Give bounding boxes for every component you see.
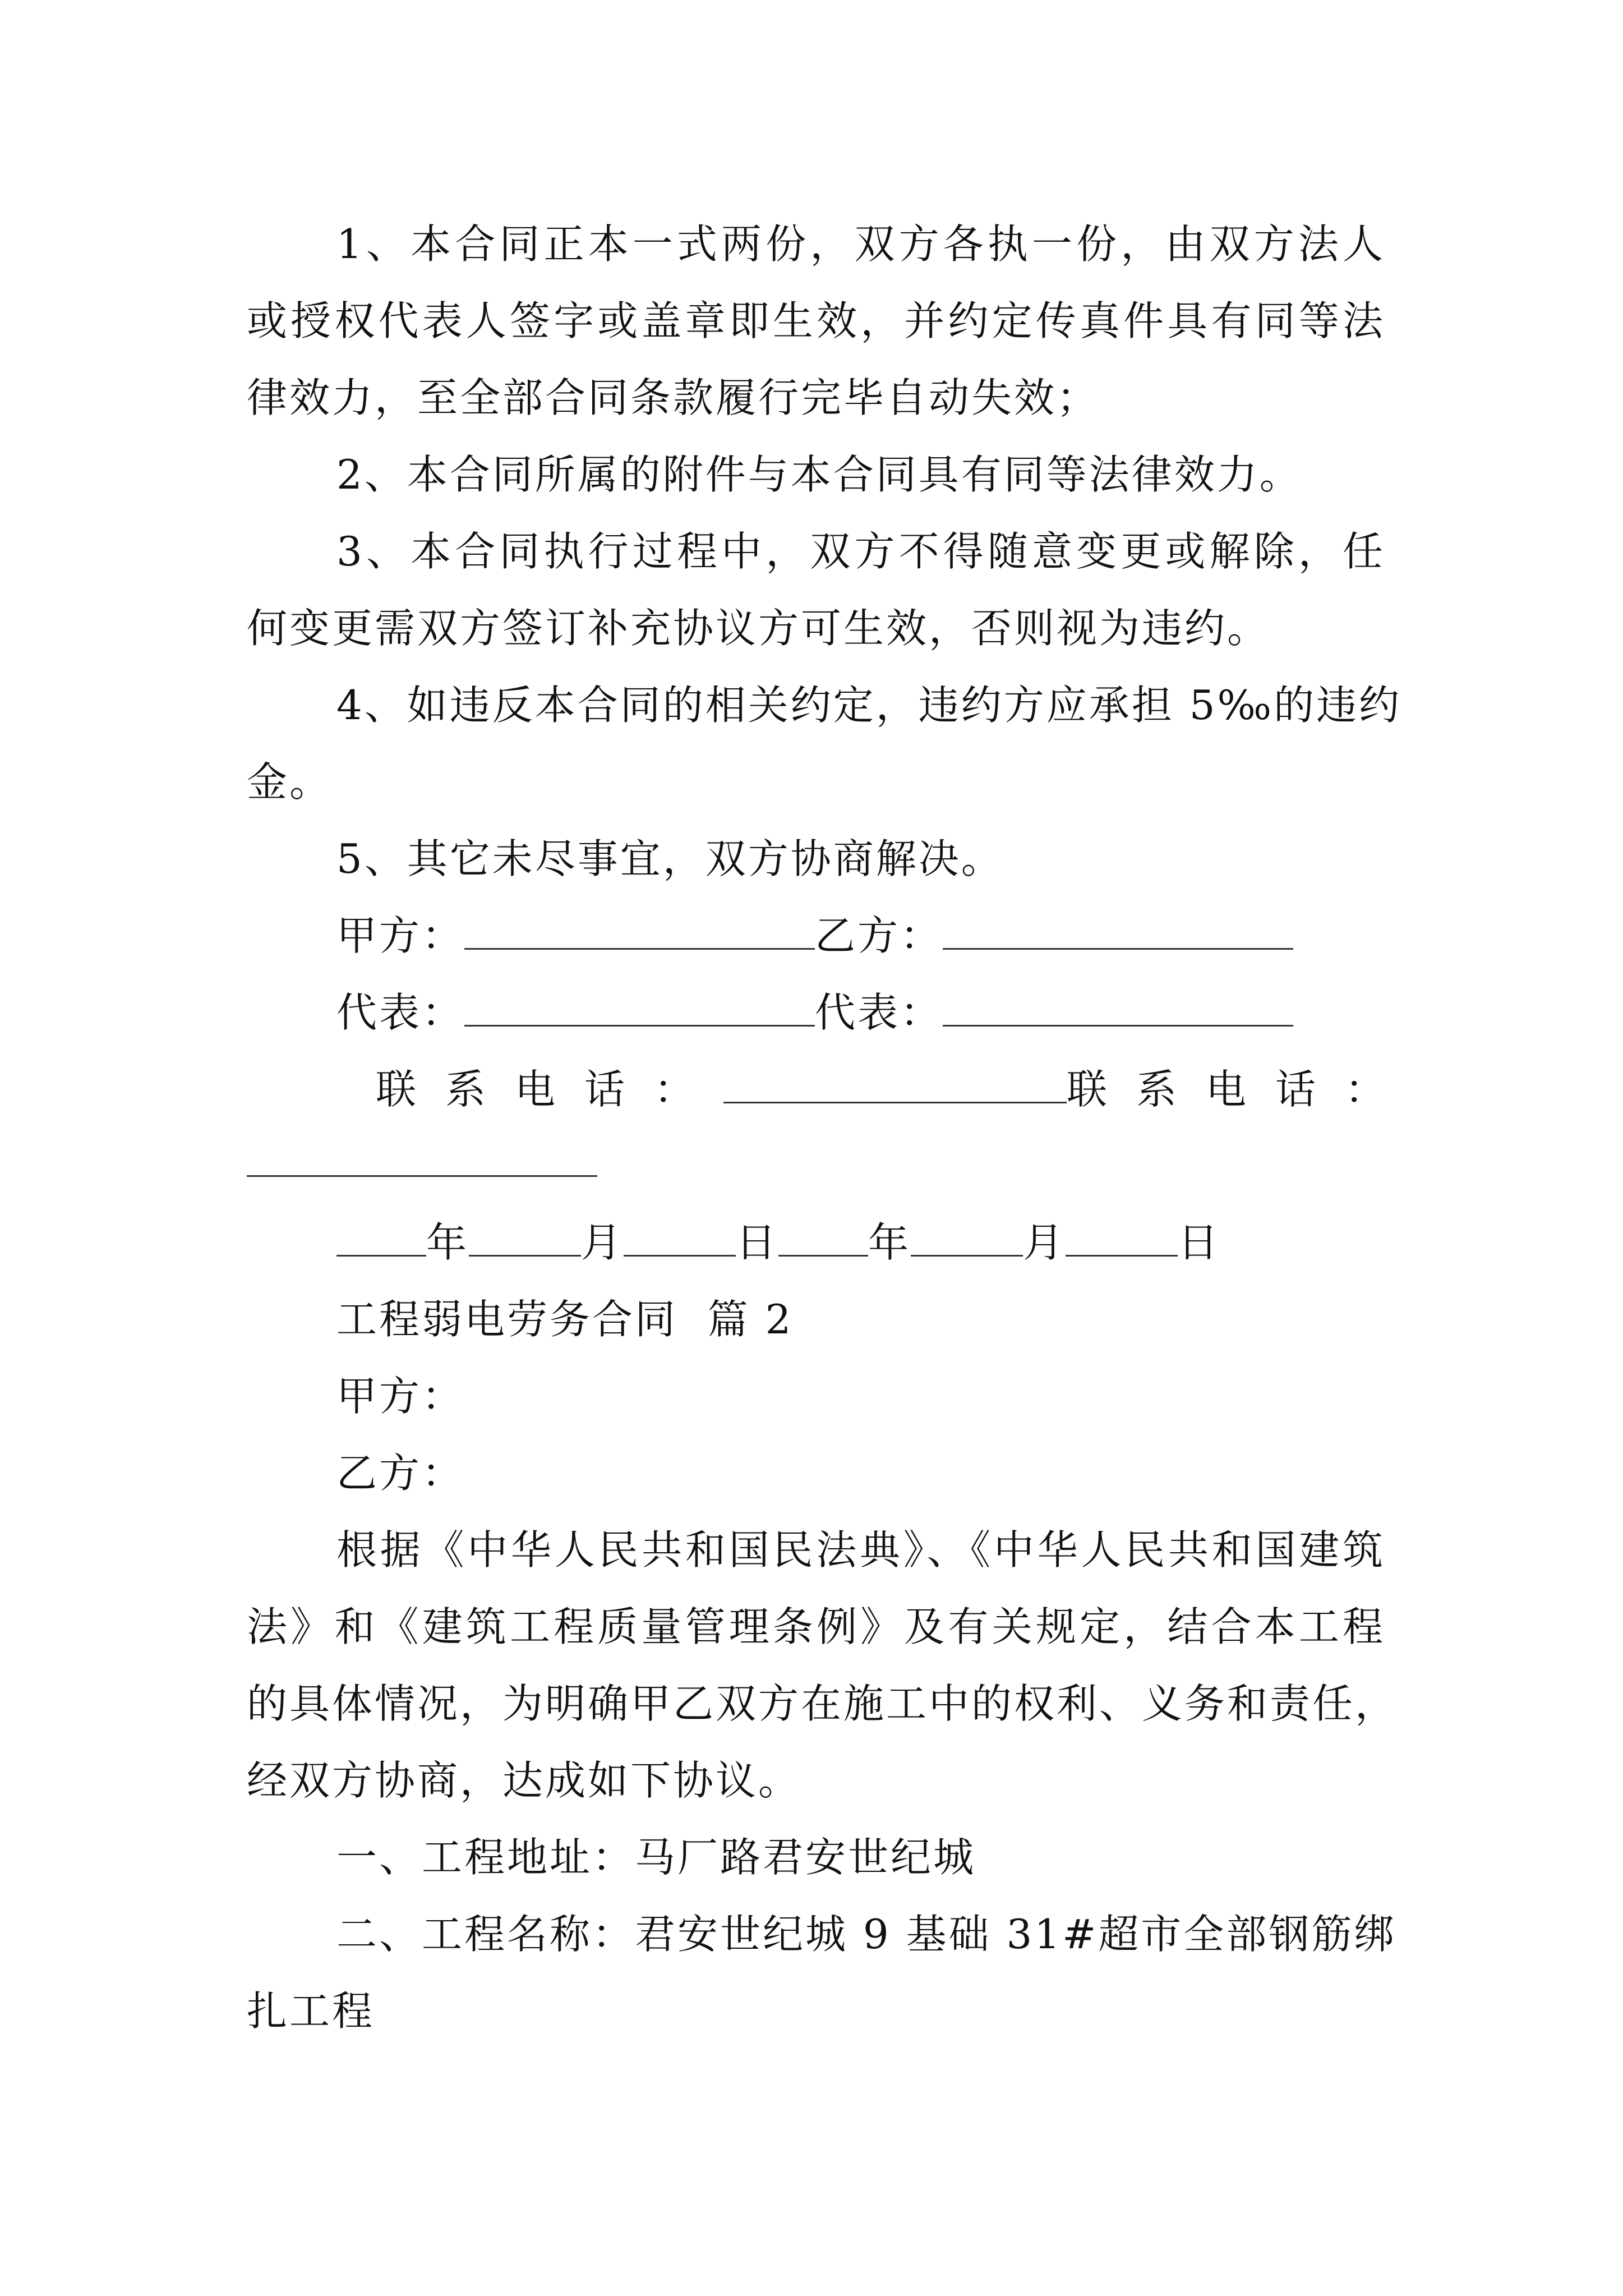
year-b-blank (778, 1221, 868, 1257)
phone-a-label: 联系电话： (376, 1066, 724, 1113)
rep-a-label: 代表： (336, 989, 465, 1036)
rep-b-label: 代表： (815, 989, 943, 1036)
year-b-label: 年 (868, 1219, 911, 1266)
intro-line-4: 经双方协商，达成如下协议。 (247, 1757, 801, 1804)
day-a-label: 日 (736, 1219, 779, 1266)
rep-b-blank (943, 991, 1293, 1027)
section-2-party-a: 甲方： (336, 1373, 465, 1420)
day-b-label: 日 (1178, 1219, 1221, 1266)
rep-a-blank (464, 991, 815, 1027)
day-a-blank (624, 1221, 736, 1257)
clause-4-line-2: 金。 (247, 758, 333, 806)
party-b-blank (943, 914, 1293, 950)
party-b-label: 乙方： (815, 912, 943, 959)
year-a-blank (336, 1221, 426, 1257)
section-2-heading: 工程弱电劳务合同 篇 2 (336, 1296, 794, 1343)
representative-signature-row (336, 984, 1293, 1041)
intro-line-3: 的具体情况，为明确甲乙双方在施工中的权利、义务和责任， (247, 1680, 1398, 1727)
clause-1-line-2: 或授权代表人签字或盖章即生效，并约定传真件具有同等法 (247, 297, 1385, 344)
phone-row (336, 1061, 1414, 1117)
phone-b-blank (247, 1175, 597, 1177)
section-2-party-b: 乙方： (336, 1450, 465, 1497)
clause-1-line-3: 律效力，至全部合同条款履行完毕自动失效； (247, 374, 1100, 421)
intro-line-1: 根据《中华人民共和国民法典》、《中华人民共和国建筑 (336, 1526, 1385, 1573)
intro-line-2: 法》和《建筑工程质量管理条例》及有关规定，结合本工程 (247, 1603, 1385, 1650)
month-a-blank (469, 1221, 581, 1257)
party-signature-row (336, 908, 1293, 964)
month-b-label: 月 (1023, 1219, 1066, 1266)
clause-4-line-1: 4、如违反本合同的相关约定，违约方应承担 5‰的违约 (336, 682, 1402, 729)
phone-b-label: 联系电话： (1066, 1066, 1414, 1113)
clause-3-line-1: 3、本合同执行过程中，双方不得随意变更或解除，任 (336, 528, 1385, 575)
date-row (336, 1214, 1220, 1271)
year-a-label: 年 (426, 1219, 469, 1266)
party-a-label: 甲方： (336, 912, 465, 959)
item-2-project-name-line-1: 二、工程名称：君安世纪城 9 基础 31#超市全部钢筋绑 (336, 1911, 1397, 1958)
clause-5: 5、其它未尽事宜，双方协商解决。 (336, 835, 1004, 882)
day-b-blank (1066, 1221, 1178, 1257)
phone-a-blank (723, 1068, 1067, 1103)
item-1-project-address: 一、工程地址：马厂路君安世纪城 (336, 1834, 976, 1881)
item-2-project-name-line-2: 扎工程 (247, 1987, 375, 2035)
clause-2: 2、本合同所属的附件与本合同具有同等法律效力。 (336, 451, 1302, 498)
clause-3-line-2: 何变更需双方签订补充协议方可生效，否则视为违约。 (247, 605, 1270, 652)
month-a-label: 月 (581, 1219, 624, 1266)
month-b-blank (911, 1221, 1023, 1257)
party-a-blank (464, 914, 815, 950)
clause-1-line-1: 1、本合同正本一式两份，双方各执一份，由双方法人 (336, 220, 1385, 268)
